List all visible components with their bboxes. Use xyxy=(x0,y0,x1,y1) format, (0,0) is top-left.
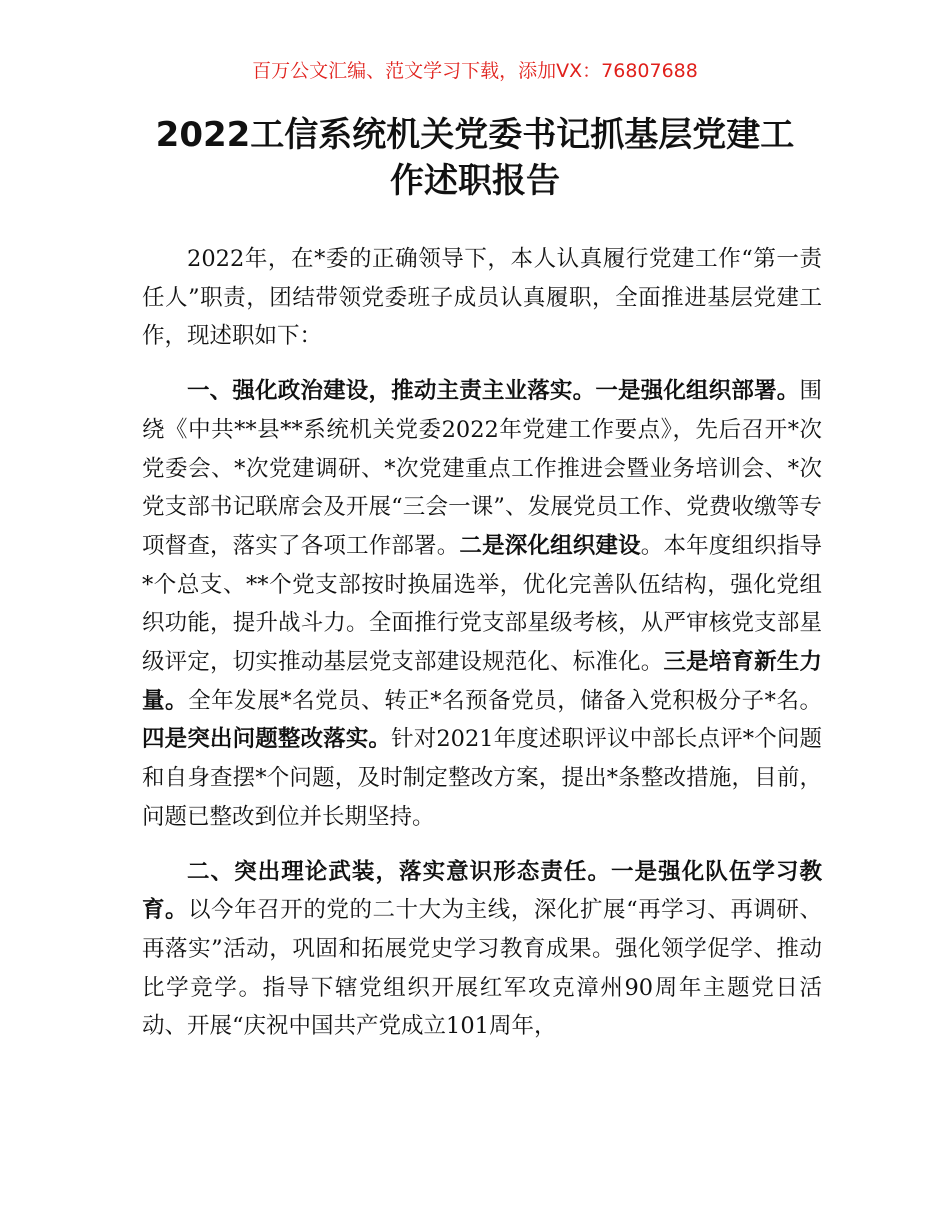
section-2-heading: 二、突出理论武装，落实意识形态责任。 xyxy=(187,858,612,885)
title-line-1: 2022工信系统机关党委书记抓基层党建工 xyxy=(155,115,795,155)
section-1-sub1-title: 一是强化组织部署。 xyxy=(595,378,800,405)
section-2-sub1-text: 以今年召开的党的二十大为主线，深化扩展“再学习、再调研、再落实”活动，巩固和拓展党史学习教育成果。强化领学促学、推动比学竞学。指导下辖党组织开展红军攻克漳州90周年主题党日活动、开展“庆祝中国共产党成立101周年， xyxy=(142,897,822,1040)
section-1-sub4-title: 四是突出问题整改落实。 xyxy=(142,726,392,753)
section-1-sub4-text: 针对2021年度述职评议中部长点评*个问题和自身查摆*个问题，及时制定整改方案，提出*条整改措施，目前，问题已整改到位并长期坚持。 xyxy=(142,726,822,830)
watermark-header: 百万公文汇编、范文学习下载，添加VX：76807688 xyxy=(252,60,698,82)
section-1-sub3-title: 三是培育新生力量。 xyxy=(142,649,822,714)
document-title xyxy=(120,112,830,204)
section-2-paragraph xyxy=(142,853,822,1047)
section-1-sub2-text: 。本年度组织指导*个总支、**个党支部按时换届选举，优化完善队伍结构，强化党组织功能，提升战斗力。全面推行党支部星级考核，从严审核党支部星级评定，切实推动基层党支部建设规范化、标准化。 xyxy=(142,532,822,676)
section-1-sub3-text: 全年发展*名党员、转正*名预备党员，储备入党积极分子*名。 xyxy=(188,687,822,714)
document-body xyxy=(142,240,822,1062)
section-1-sub1-text: 围绕《中共**县**系统机关党委2022年党建工作要点》，先后召开*次党委会、*次党建调研、*次党建重点工作推进会暨业务培训会、*次党支部书记联席会及开展“三会一课”、发展党员工作、党费收缴等专项督查，落实了各项工作部署。 xyxy=(142,378,822,559)
intro-paragraph: 2022年，在*委的正确领导下，本人认真履行党建工作“第一责任人”职责，团结带领党委班子成员认真履职，全面推进基层党建工作，现述职如下： xyxy=(142,246,822,350)
section-1-sub2-title: 二是深化组织建设 xyxy=(459,532,641,559)
section-1-paragraph xyxy=(142,372,822,836)
title-line-2: 作述职报告 xyxy=(390,161,560,201)
section-2-sub1-title: 一是强化队伍学习教育。 xyxy=(142,858,822,924)
section-1-heading: 一、强化政治建设，推动主责主业落实。 xyxy=(187,378,596,405)
